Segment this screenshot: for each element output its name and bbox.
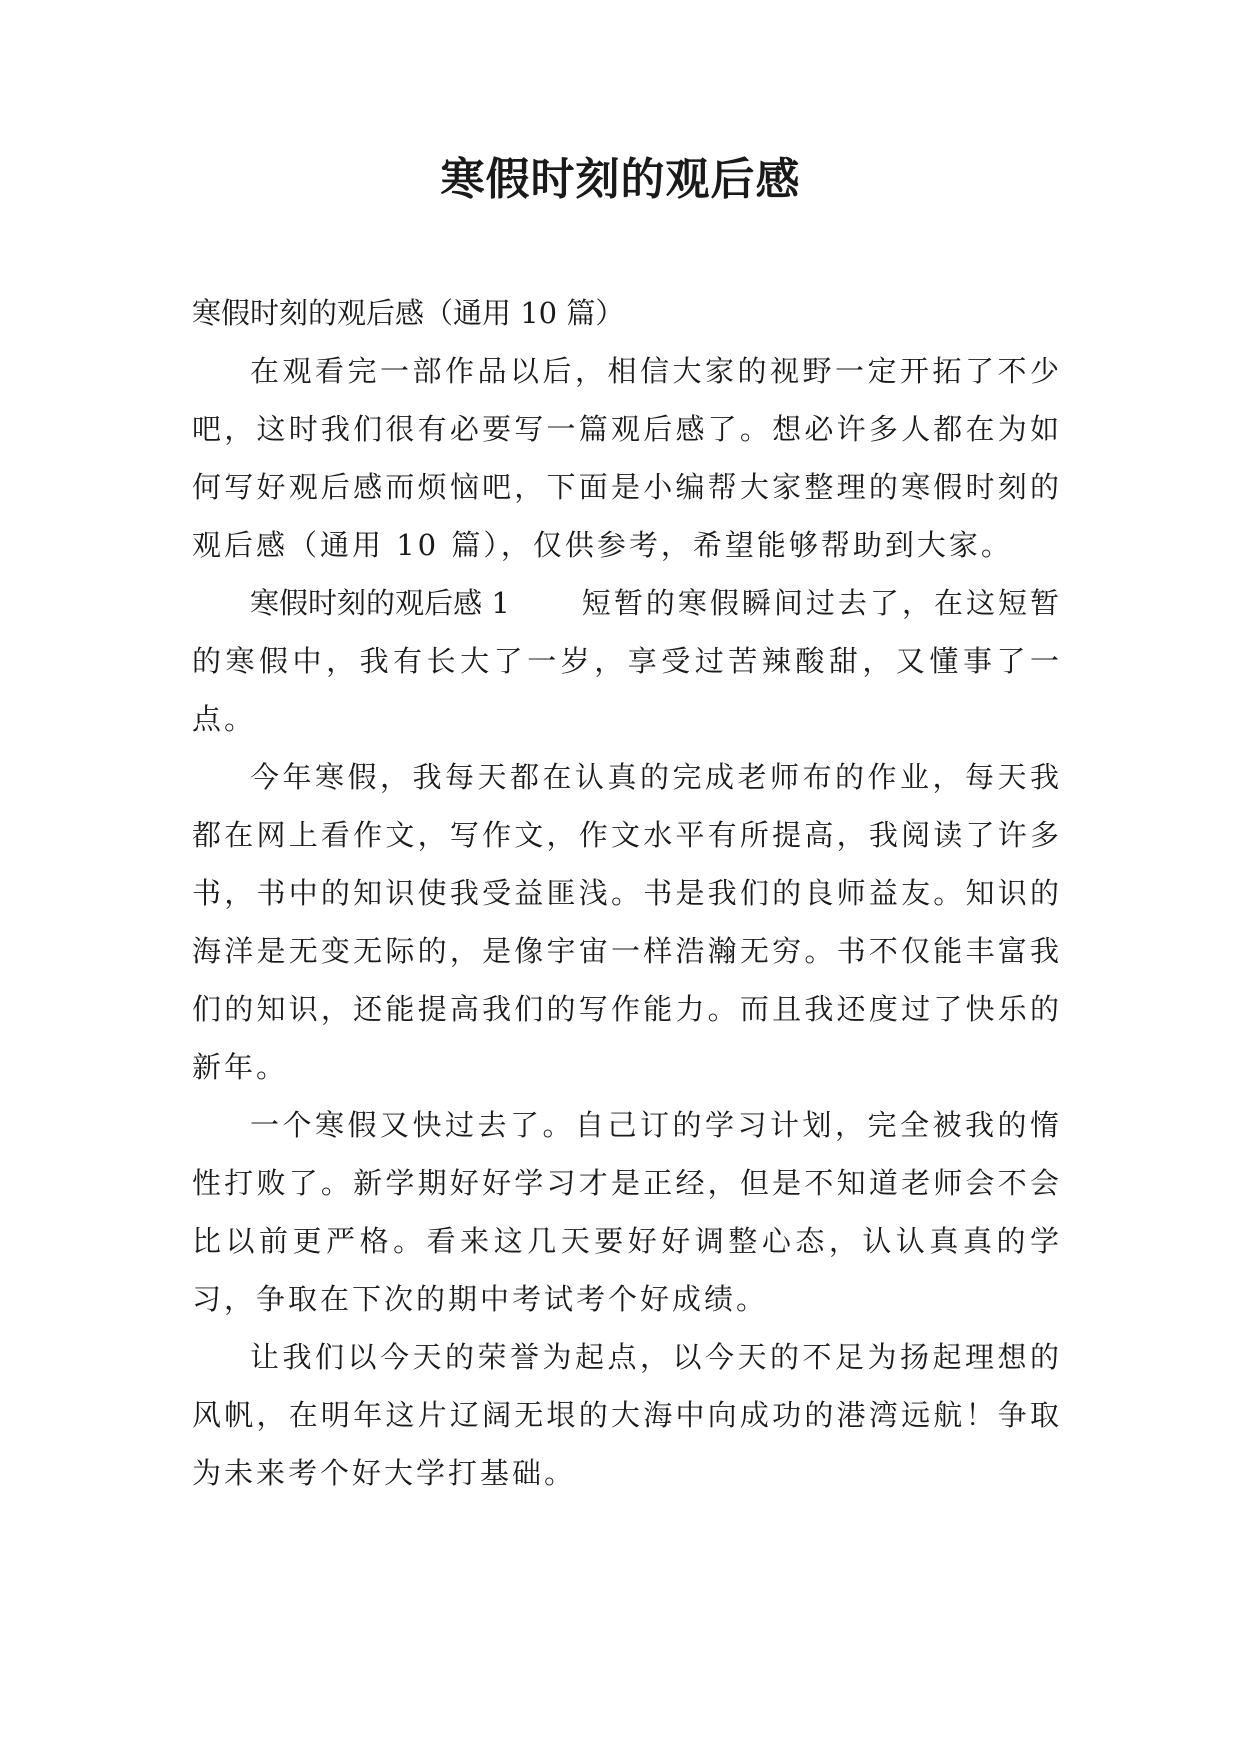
document-subtitle: 寒假时刻的观后感（通用 10 篇）	[192, 296, 625, 330]
body-paragraph: 一个寒假又快过去了。自己订的学习计划，完全被我的惰性打败了。新学期好好学习才是正经，但是不知道老师会不会比以前更严格。看来这几天要好好调整心态，认认真真的学习，争取在下次的期中考试考个好成绩。	[192, 1108, 1062, 1316]
intro-paragraph: 在观看完一部作品以后，相信大家的视野一定开拓了不少吧，这时我们很有必要写一篇观后感了。想必许多人都在为如何写好观后感而烦恼吧，下面是小编帮大家整理的寒假时刻的观后感（通用 10 篇），仅供参考，希望能够帮助到大家。	[192, 354, 1062, 562]
section-1-text: 短暂的寒假瞬间过去了，在这短暂的寒假中，我有长大了一岁，享受过苦辣酸甜，又懂事了一点。	[192, 586, 1062, 736]
section-1-paragraph	[192, 574, 1062, 748]
section-1-heading: 寒假时刻的观后感 1	[250, 586, 510, 620]
document-title: 寒假时刻的观后感	[440, 154, 801, 205]
body-paragraph: 今年寒假，我每天都在认真的完成老师布的作业，每天我都在网上看作文，写作文，作文水平有所提高，我阅读了许多书，书中的知识使我受益匪浅。书是我们的良师益友。知识的海洋是无变无际的，是像宇宙一样浩瀚无穷。书不仅能丰富我们的知识，还能提高我们的写作能力。而且我还度过了快乐的新年。	[192, 760, 1062, 1084]
body-paragraph: 让我们以今天的荣誉为起点，以今天的不足为扬起理想的风帆，在明年这片辽阔无垠的大海中向成功的港湾远航！争取为未来考个好大学打基础。	[192, 1340, 1062, 1490]
document-body	[192, 284, 1062, 1502]
